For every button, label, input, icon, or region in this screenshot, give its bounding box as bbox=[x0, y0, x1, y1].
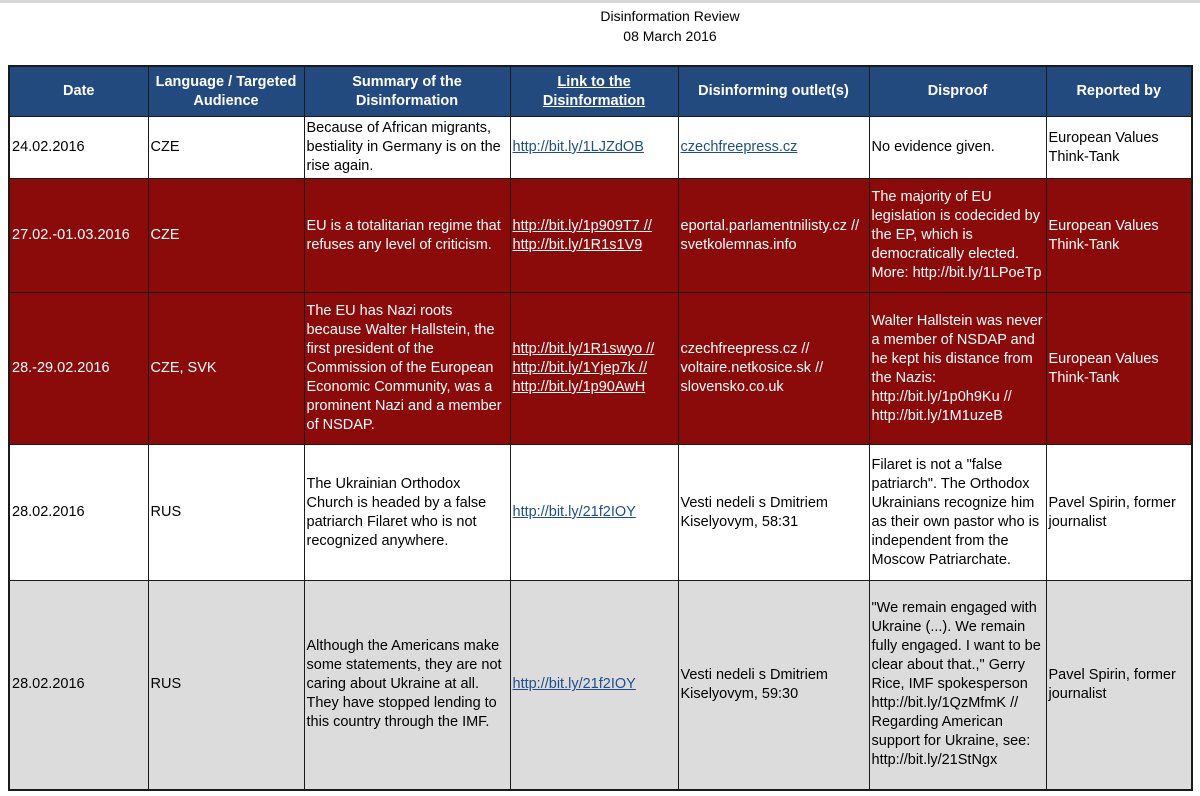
language-cell: CZE bbox=[148, 179, 304, 293]
outlet-cell bbox=[678, 117, 869, 179]
language-cell: RUS bbox=[148, 581, 304, 790]
disinformation-link[interactable]: http://bit.ly/1p90AwH bbox=[512, 379, 646, 395]
outlet-link[interactable]: czechfreepress.cz bbox=[680, 139, 798, 155]
header-language: Language / Targeted Audience bbox=[148, 66, 304, 117]
disproof-cell: The majority of EU legislation is codecided by the EP, which is democratically elected. More: http://bit.ly/1LPoeTp bbox=[869, 179, 1046, 293]
document-title: Disinformation Review bbox=[600, 8, 740, 24]
disinformation-table bbox=[8, 65, 1193, 791]
date-cell: 27.02.-01.03.2016 bbox=[9, 179, 148, 293]
link-cell bbox=[510, 445, 678, 581]
date-cell: 28.02.2016 bbox=[9, 445, 148, 581]
disinformation-link[interactable]: http://bit.ly/1R1swyo // bbox=[512, 341, 655, 357]
disproof-cell: "We remain engaged with Ukraine (...). We remain fully engaged. I want to be clear about that.," Gerry Rice, IMF spokesperson http://bit.ly/1QzMfmK // Regarding American support for Ukraine, see: http://bit.ly/21StNgx bbox=[869, 581, 1046, 790]
header-disproof: Disproof bbox=[869, 66, 1046, 117]
link-cell bbox=[510, 293, 678, 445]
summary-cell: Although the Americans make some statements, they are not caring about Ukraine at all. They have stopped lending to this country through the IMF. bbox=[304, 581, 510, 790]
outlet-cell: Vesti nedeli s Dmitriem Kiselyovym, 59:30 bbox=[678, 581, 869, 790]
header-outlet: Disinforming outlet(s) bbox=[678, 66, 869, 117]
reported-by-cell: European Values Think-Tank bbox=[1046, 179, 1192, 293]
reported-by-cell: Pavel Spirin, former journalist bbox=[1046, 581, 1192, 790]
outlet-cell: eportal.parlamentnilisty.cz // svetkolemnas.info bbox=[678, 179, 869, 293]
disinformation-link[interactable]: http://bit.ly/1R1s1V9 bbox=[512, 236, 643, 253]
header-row bbox=[9, 66, 1192, 117]
reported-by-cell: European Values Think-Tank bbox=[1046, 293, 1192, 445]
link-cell bbox=[510, 581, 678, 790]
disproof-cell: No evidence given. bbox=[869, 117, 1046, 179]
date-cell: 28.-29.02.2016 bbox=[9, 293, 148, 445]
language-cell: RUS bbox=[148, 445, 304, 581]
reported-by-cell: Pavel Spirin, former journalist bbox=[1046, 445, 1192, 581]
disinformation-link[interactable]: http://bit.ly/21f2IOY bbox=[512, 504, 636, 520]
document-date: 08 March 2016 bbox=[623, 28, 717, 44]
header-reported-by: Reported by bbox=[1046, 66, 1192, 117]
header-summary: Summary of the Disinformation bbox=[304, 66, 510, 117]
table-row bbox=[9, 581, 1192, 790]
summary-cell: The Ukrainian Orthodox Church is headed by a false patriarch Filaret who is not recognized anywhere. bbox=[304, 445, 510, 581]
disinformation-link[interactable]: http://bit.ly/1LJZdOB bbox=[512, 139, 644, 155]
header-link-label: Link to the Disinformation bbox=[542, 73, 646, 109]
top-border bbox=[0, 0, 1200, 3]
table-row bbox=[9, 445, 1192, 581]
date-cell: 24.02.2016 bbox=[9, 117, 148, 179]
summary-cell: Because of African migrants, bestiality in Germany is on the rise again. bbox=[304, 117, 510, 179]
summary-cell: The EU has Nazi roots because Walter Hallstein, the first president of the Commission of the European Economic Community, was a prominent Nazi and a member of NSDAP. bbox=[304, 293, 510, 445]
summary-cell: EU is a totalitarian regime that refuses any level of criticism. bbox=[304, 179, 510, 293]
table-row bbox=[9, 293, 1192, 445]
language-cell: CZE bbox=[148, 117, 304, 179]
link-cell bbox=[510, 179, 678, 293]
reported-by-cell: European Values Think-Tank bbox=[1046, 117, 1192, 179]
link-cell bbox=[510, 117, 678, 179]
disinformation-link[interactable]: http://bit.ly/21f2IOY bbox=[512, 676, 636, 693]
disproof-cell: Filaret is not a "false patriarch". The Orthodox Ukrainians recognize him as their own pastor who is independent from the Moscow Patriarchate. bbox=[869, 445, 1046, 581]
outlet-cell: Vesti nedeli s Dmitriem Kiselyovym, 58:31 bbox=[678, 445, 869, 581]
header-link bbox=[510, 66, 678, 117]
outlet-cell: czechfreepress.cz // voltaire.netkosice.sk // slovensko.co.uk bbox=[678, 293, 869, 445]
header-date: Date bbox=[9, 66, 148, 117]
date-cell: 28.02.2016 bbox=[9, 581, 148, 790]
disproof-cell: Walter Hallstein was never a member of NSDAP and he kept his distance from the Nazis: http://bit.ly/1p0h9Ku // http://bit.ly/1M1uzeB bbox=[869, 293, 1046, 445]
disinformation-link[interactable]: http://bit.ly/1Yjep7k // bbox=[512, 360, 648, 376]
disinformation-link[interactable]: http://bit.ly/1p909T7 // bbox=[512, 217, 652, 234]
table-row bbox=[9, 117, 1192, 179]
table-row bbox=[9, 179, 1192, 293]
language-cell: CZE, SVK bbox=[148, 293, 304, 445]
